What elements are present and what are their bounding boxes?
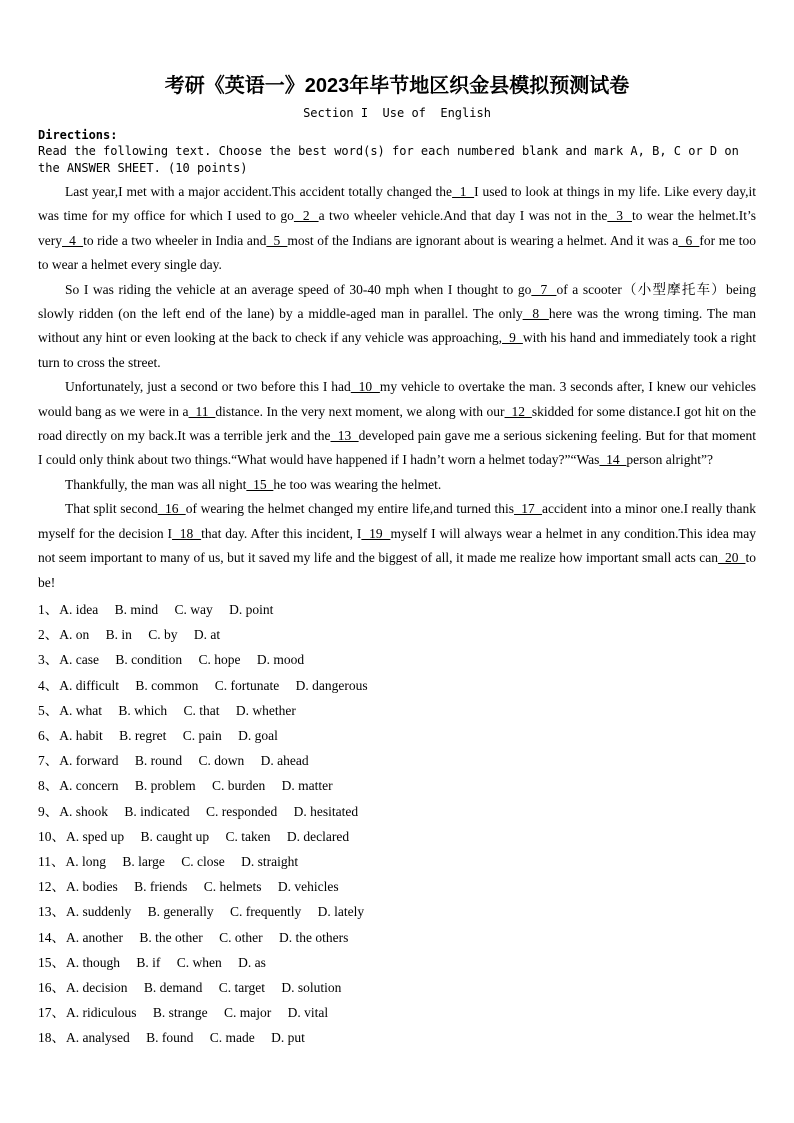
question-row [38,799,756,824]
question-option-a: A. though [66,954,120,970]
question-option-a: A. decision [66,979,128,995]
question-option-a: A. idea [59,601,99,617]
passage-paragraph: Thankfully, the man was all night 15 he too was wearing the helmet. [65,476,442,492]
question-option-a: A. habit [59,727,103,743]
cloze-blank: 1 [452,184,475,199]
question-row [38,597,756,622]
cloze-blank: 15 [246,476,274,492]
question-option-c: C. by [148,627,178,643]
question-row [38,950,756,975]
question-option-a: A. ridiculous [66,1005,137,1021]
question-number: 6、 [38,727,59,743]
question-number: 8、 [38,778,59,794]
question-option-a: A. forward [59,753,119,769]
question-option-b: B. friends [134,879,188,895]
cloze-blank: 20 [717,550,746,566]
question-number: 16、 [38,979,65,995]
question-option-b: B. regret [119,727,167,743]
question-option-a: A. analysed [66,1030,130,1046]
cloze-blank: 13 [330,428,359,444]
question-option-c: C. frequently [229,904,302,920]
question-option-b: B. demand [143,979,203,995]
passage-paragraph: So I was riding the vehicle at an average speed of 30-40 mph when I thought to go 7 of a scooter（小型摩托车）being slowly ridden (on the left end of the lane) by a middle-aged man in parallel. The only 8 here was the wrong timing. The man without any hint or even looking at the back to check if any vehicle was approaching, 9 with his hand and immediately took a right turn to cross the street. [38,281,757,370]
question-option-d: D. ahead [260,753,309,769]
question-option-d: D. solution [281,979,342,995]
cloze-blank: 4 [62,232,84,248]
cloze-blank: 18 [172,525,202,541]
question-option-d: D. point [229,601,274,617]
question-row [38,1000,756,1025]
question-option-b: B. condition [115,652,183,668]
question-number: 15、 [38,954,65,970]
question-row [38,622,756,647]
question-number: 1、 [38,601,59,617]
question-option-d: D. hesitated [293,803,359,819]
question-row [38,899,756,924]
question-option-c: C. pain [182,727,222,743]
cloze-blank: 6 [678,232,700,248]
question-option-c: C. way [174,601,213,617]
question-option-b: B. found [146,1030,194,1046]
cloze-blank: 9 [502,330,523,346]
section-heading: Section I Use of English [303,106,491,120]
question-option-d: D. vital [287,1005,329,1021]
page-title: 考研《英语一》2023年毕节地区织金县模拟预测试卷 [164,75,630,97]
question-row [38,925,756,950]
cloze-blank: 7 [531,281,557,297]
question-row [38,647,756,672]
question-option-d: D. put [271,1030,305,1046]
question-list [38,597,756,1051]
question-option-d: D. at [193,627,221,643]
question-option-c: C. helmets [203,879,262,895]
question-option-c: C. responded [206,803,278,819]
cloze-passage [38,180,756,595]
question-option-c: C. that [183,702,220,718]
question-option-d: D. as [238,954,266,970]
question-option-c: C. target [218,979,265,995]
question-number: 7、 [38,753,59,769]
question-row [38,1025,756,1050]
question-option-a: A. shook [59,803,109,819]
cloze-blank: 8 [522,306,549,322]
question-option-b: B. problem [134,778,196,794]
question-number: 2、 [38,627,59,643]
question-row [38,673,756,698]
question-row [38,874,756,899]
question-option-c: C. fortunate [214,677,280,693]
question-option-c: C. close [181,853,225,869]
question-option-c: C. taken [225,828,271,844]
question-option-b: B. generally [147,904,214,920]
question-option-d: D. goal [238,727,278,743]
question-row [38,723,756,748]
passage-paragraph: Unfortunately, just a second or two before this I had 10 my vehicle to overtake the man. 3 seconds after, I knew our vehicles would bang as we were in a 11 distance. In the very next moment, we along with our 12 skidded for some distance.I got hit on the road directly on my back.It was a terrible jerk and the 13 developed pain gave me a serious sickening feeling. But for that moment I could only think about two things.“What would have happened if I hadn’t worn a helmet today?”“Was 14 person alright”? [38,379,757,468]
question-option-b: B. if [136,954,161,970]
question-row [38,824,756,849]
question-number: 12、 [38,879,65,895]
cloze-blank: 19 [361,525,391,541]
question-option-a: A. case [59,652,99,668]
question-option-b: B. strange [152,1005,208,1021]
question-option-d: D. declared [286,828,350,844]
question-option-a: A. difficult [59,677,119,693]
cloze-blank: 14 [599,452,627,468]
passage-paragraph: Last year,I met with a major accident.This accident totally changed the 1 I used to look at things in my life. Like every day,it was time for my office for which I used to go 2 a two wheeler vehicle.And that day I was not in the 3 to wear the helmet.It’s very 4 to ride a two wheeler in India and 5 most of the Indians are ignorant about is wearing a helmet. And it was a 6 for me too to wear a helmet every single day. [38,184,757,273]
question-option-c: C. when [176,954,222,970]
question-option-b: B. round [134,753,183,769]
question-option-b: B. in [105,627,132,643]
question-row [38,975,756,1000]
question-row [38,849,756,874]
question-option-b: B. large [122,853,165,869]
cloze-blank: 3 [607,208,632,224]
question-option-c: C. down [198,753,245,769]
question-option-b: B. common [135,677,199,693]
passage-paragraph: That split second 16 of wearing the helmet changed my entire life,and turned this 17 accident into a minor one.I really thank myself for the decision I 18 that day. After this incident, I 19 myself I will always wear a helmet in any condition.This idea may not seem important to many of us, but it saved my life and the biggest of all, it made me realize how important small acts can 20 to be! [38,501,757,590]
question-option-c: C. burden [211,778,266,794]
question-number: 13、 [38,904,65,920]
question-option-a: A. another [66,929,123,945]
question-option-c: C. hope [198,652,241,668]
question-number: 11、 [38,853,65,869]
cloze-blank: 10 [350,379,380,395]
cloze-blank: 5 [266,232,288,248]
question-number: 5、 [38,702,59,718]
question-number: 4、 [38,677,59,693]
question-option-c: C. made [209,1030,255,1046]
question-option-c: C. major [224,1005,272,1021]
question-option-b: B. indicated [124,803,190,819]
directions-text: Read the following text. Choose the best word(s) for each numbered blank and mark A, B, C or D on the ANSWER SHEET. (10 points) [38,144,739,175]
question-option-a: A. concern [59,778,119,794]
cloze-blank: 2 [293,208,319,224]
cloze-blank: 11 [188,403,216,419]
question-option-a: A. what [59,702,102,718]
cloze-blank: 16 [157,501,186,517]
question-row [38,773,756,798]
question-option-d: D. mood [256,652,305,668]
question-number: 14、 [38,929,65,945]
question-option-d: D. the others [278,929,349,945]
question-option-d: D. straight [241,853,299,869]
question-row [38,748,756,773]
directions-block [38,127,756,176]
question-option-a: A. long [65,853,106,869]
question-option-d: D. matter [281,778,333,794]
question-option-d: D. dangerous [295,677,368,693]
question-option-a: A. on [59,627,90,643]
question-row [38,698,756,723]
question-option-b: B. which [118,702,168,718]
question-number: 18、 [38,1030,65,1046]
question-number: 3、 [38,652,59,668]
cloze-blank: 17 [514,501,543,517]
question-option-a: A. sped up [66,828,125,844]
question-option-b: B. caught up [140,828,210,844]
cloze-blank: 12 [504,403,532,419]
question-option-d: D. whether [235,702,296,718]
question-option-d: D. vehicles [277,879,339,895]
directions-label: Directions: [38,128,118,142]
question-number: 9、 [38,803,59,819]
question-option-c: C. other [219,929,263,945]
question-option-a: A. suddenly [66,904,132,920]
question-option-b: B. mind [114,601,159,617]
question-option-a: A. bodies [66,879,118,895]
question-option-b: B. the other [139,929,203,945]
question-number: 10、 [38,828,65,844]
question-number: 17、 [38,1005,65,1021]
question-option-d: D. lately [317,904,365,920]
